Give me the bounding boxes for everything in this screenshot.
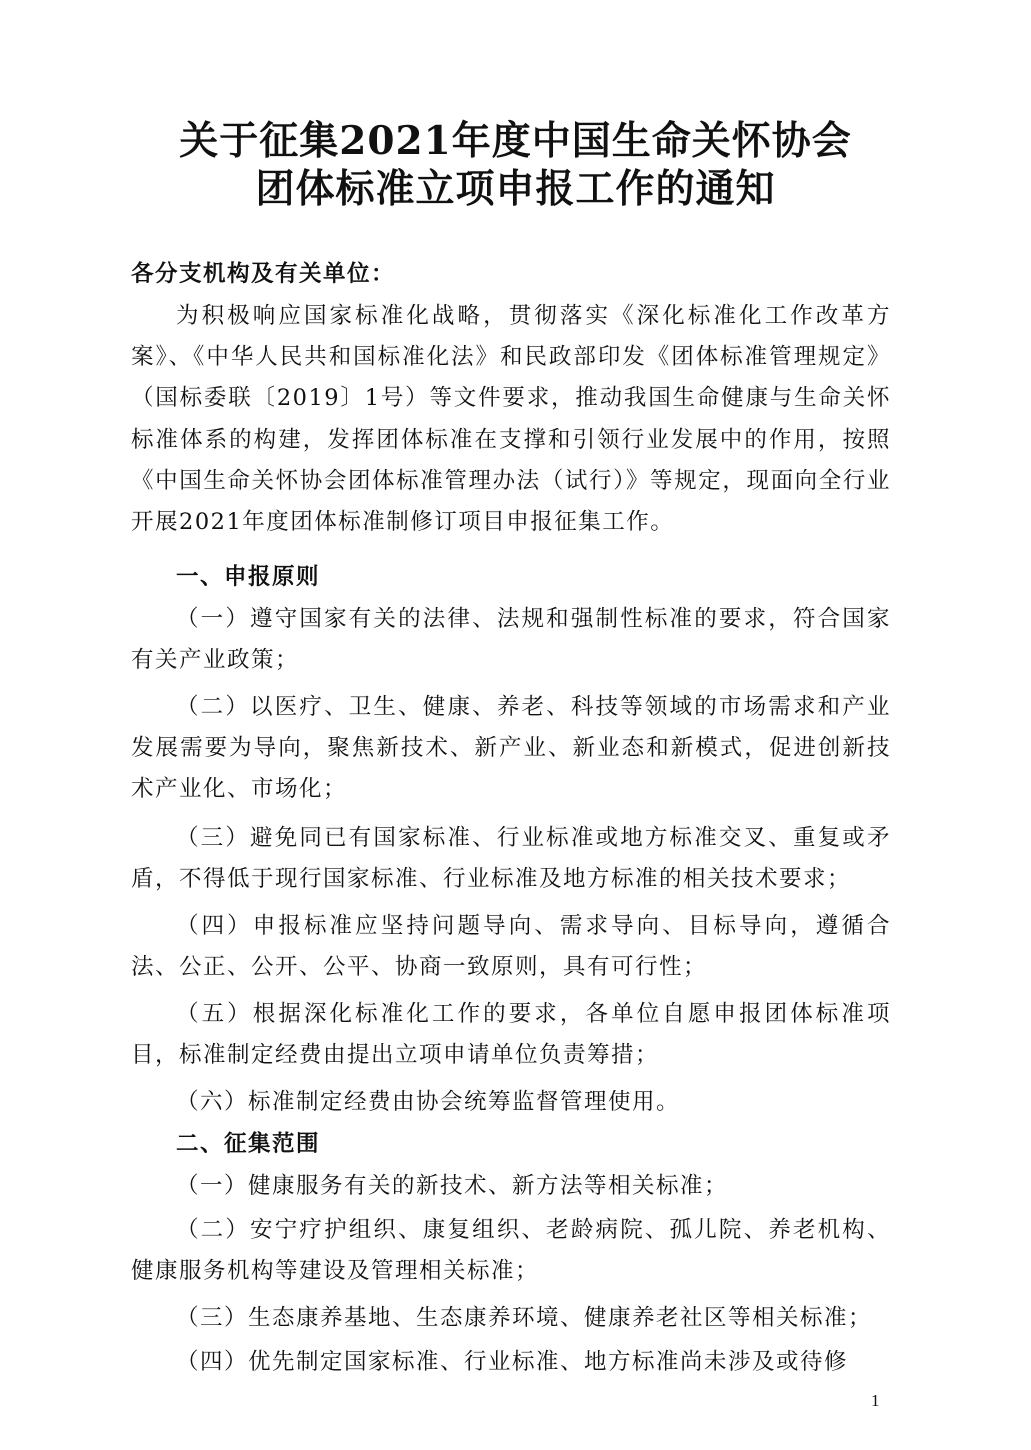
section-2-item: （二）安宁疗护组织、康复组织、老龄病院、孤儿院、养老机构、健康服务机构等建设及管理相关标准； — [131, 1217, 891, 1285]
section-1-item: （六）标准制定经费由协会统筹监督管理使用。 — [176, 1089, 681, 1115]
section-1-item: （二）以医疗、卫生、健康、养老、科技等领域的市场需求和产业发展需要为导向，聚焦新技术、新产业、新业态和新模式，促进创新技术产业化、市场化； — [131, 694, 891, 803]
section-1-item: （五）根据深化标准化工作的要求，各单位自愿申报团体标准项目，标准制定经费由提出立项申请单位负责筹措； — [131, 1001, 891, 1069]
intro-paragraph: 为积极响应国家标准化战略，贯彻落实《深化标准化工作改革方案》、《中华人民共和国标准化法》和民政部印发《团体标准管理规定》（国标委联〔2019〕1号）等文件要求，推动我国生命健康与生命关怀标准体系的构建，发挥团体标准在支撑和引领行业发展中的作用，按照《中国生命关怀协会团体标准管理办法（试行）》等规定，现面向全行业开展2021年度团体标准制修订项目申报征集工作。 — [131, 303, 891, 536]
section-1-heading: 一、申报原则 — [176, 564, 321, 590]
section-2-item: （三）生态康养基地、生态康养环境、健康养老社区等相关标准； — [176, 1305, 873, 1331]
section-2-item: （一）健康服务有关的新技术、新方法等相关标准； — [176, 1173, 729, 1199]
title-line-1: 关于征集2021年度中国生命关怀协会 — [179, 118, 852, 164]
section-2-heading: 二、征集范围 — [176, 1131, 321, 1157]
section-2-item: （四）优先制定国家标准、行业标准、地方标准尚未涉及或待修 — [176, 1349, 849, 1375]
section-1-item: （一）遵守国家有关的法律、法规和强制性标准的要求，符合国家有关产业政策； — [131, 606, 891, 674]
section-1-item: （三）避免同已有国家标准、行业标准或地方标准交叉、重复或矛盾，不得低于现行国家标准、行业标准及地方标准的相关技术要求； — [131, 825, 891, 893]
section-1-item: （四）申报标准应坚持问题导向、需求导向、目标导向，遵循合法、公正、公开、公平、协商一致原则，具有可行性； — [131, 913, 891, 981]
title-line-2: 团体标准立项申报工作的通知 — [255, 166, 776, 212]
page-number: 1 — [871, 1391, 880, 1410]
salutation: 各分支机构及有关单位： — [131, 261, 396, 287]
